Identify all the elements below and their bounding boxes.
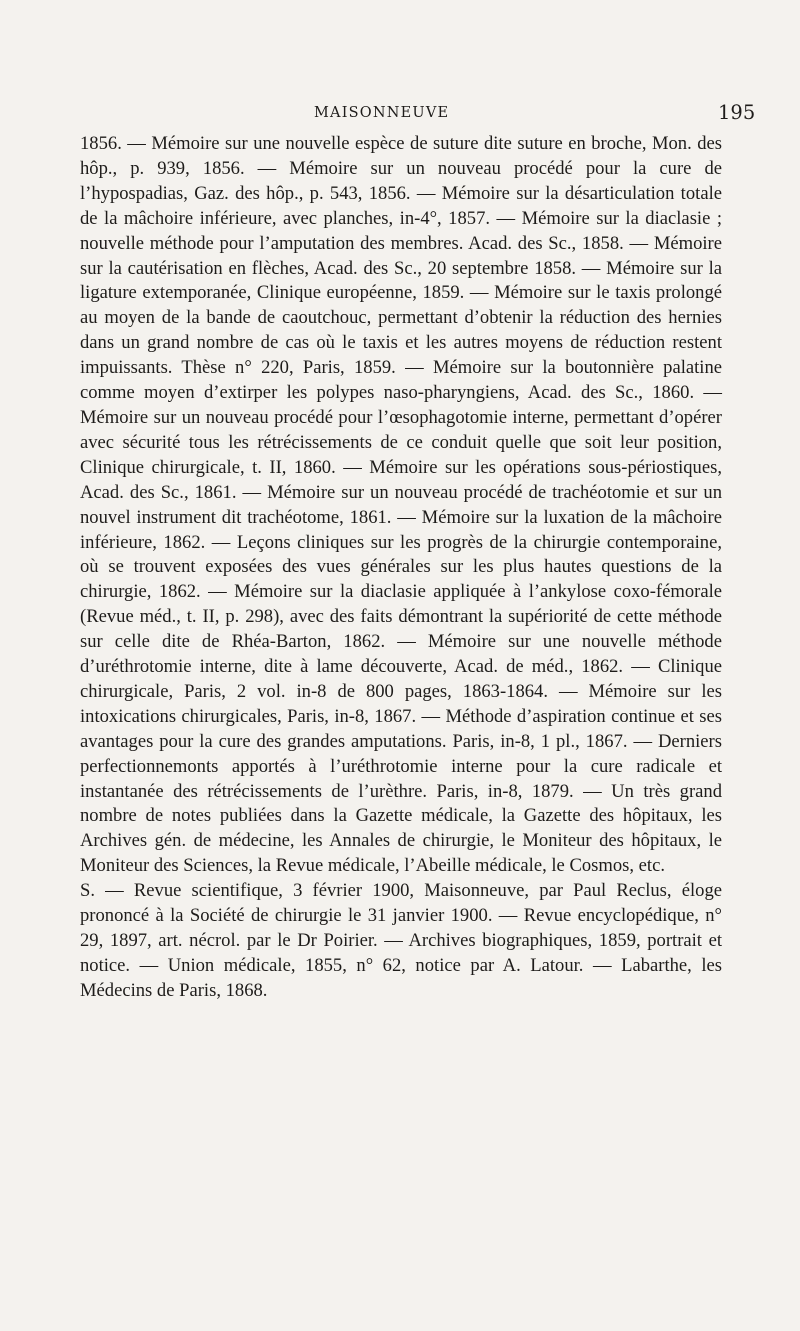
running-title: MAISONNEUVE	[314, 105, 450, 121]
body-text	[80, 132, 722, 1004]
page-number: 195	[718, 101, 756, 124]
page-header	[0, 101, 800, 125]
works-paragraph: 1856. — Mémoire sur une nouvelle espèce de suture dite suture en broche, Mon. des hôp., p. 939, 1856. — Mémoire sur un nouveau procédé pour la cure de l’hypospadias, Gaz. des hôp., p. 543, 1856. — Mémoire sur la désarticulation totale de la mâchoire inférieure, avec planches, in-4°, 1857. — Mémoire sur la diaclasie ; nouvelle méthode pour l’amputation des membres. Acad. des Sc., 1858. — Mémoire sur la cautérisation en flèches, Acad. des Sc., 20 septembre 1858. — Mémoire sur la ligature extemporanée, Clinique européenne, 1859. — Mémoire sur le taxis prolongé au moyen de la bande de caoutchouc, permettant d’obtenir la réduction des hernies dans un grand nombre de cas où le taxis et les autres moyens de réduction restent impuissants. Thèse n° 220, Paris, 1859. — Mémoire sur la boutonnière palatine comme moyen d’extirper les polypes naso-pharyngiens, Acad. des Sc., 1860. — Mémoire sur un nouveau procédé pour l’œsophagotomie interne, permettant d’opérer avec sécurité tous les rétrécissements de ce conduit quelle que soit leur position, Clinique chirurgicale, t. II, 1860. — Mémoire sur les opérations sous-périostiques, Acad. des Sc., 1861. — Mémoire sur un nouveau procédé de trachéotomie et sur un nouvel instrument dit trachéotome, 1861. — Mémoire sur la luxation de la mâchoire inférieure, 1862. — Leçons cliniques sur les progrès de la chirurgie contemporaine, où se trouvent exposées des vues générales sur les plus hautes questions de la chirurgie, 1862. — Mémoire sur la diaclasie appliquée à l’ankylose coxo-fémorale (Revue méd., t. II, p. 298), avec des faits démontrant la supériorité de cette méthode sur celle dite de Rhéa-Barton, 1862. — Mémoire sur une nouvelle méthode d’uréthrotomie interne, dite à lame découverte, Acad. de méd., 1862. — Clinique chirurgicale, Paris, 2 vol. in-8 de 800 pages, 1863-1864. — Mémoire sur les intoxications chirurgicales, Paris, in-8, 1867. — Méthode d’aspiration continue et ses avantages pour la cure des grandes amputations. Paris, in-8, 1 pl., 1867. — Derniers perfectionnemonts apportés à l’uréthrotomie interne pour la cure radicale et instantanée des rétrécissements de l’urèthre. Paris, in-8, 1879. — Un très grand nombre de notes publiées dans la Gazette médicale, la Gazette des hôpitaux, les Archives gén. de médecine, les Annales de chirurgie, le Moniteur des hôpitaux, le Moniteur des Sciences, la Revue médicale, l’Abeille médicale, le Cosmos, etc.	[80, 133, 722, 877]
sources-paragraph: S. — Revue scientifique, 3 février 1900, Maisonneuve, par Paul Reclus, éloge prononcé à la Société de chirurgie le 31 janvier 1900. — Revue encyclopédique, n° 29, 1897, art. nécrol. par le Dr Poirier. — Archives biographiques, 1859, portrait et notice. — Union médicale, 1855, n° 62, notice par A. Latour. — Labarthe, les Médecins de Paris, 1868.	[80, 880, 722, 1001]
